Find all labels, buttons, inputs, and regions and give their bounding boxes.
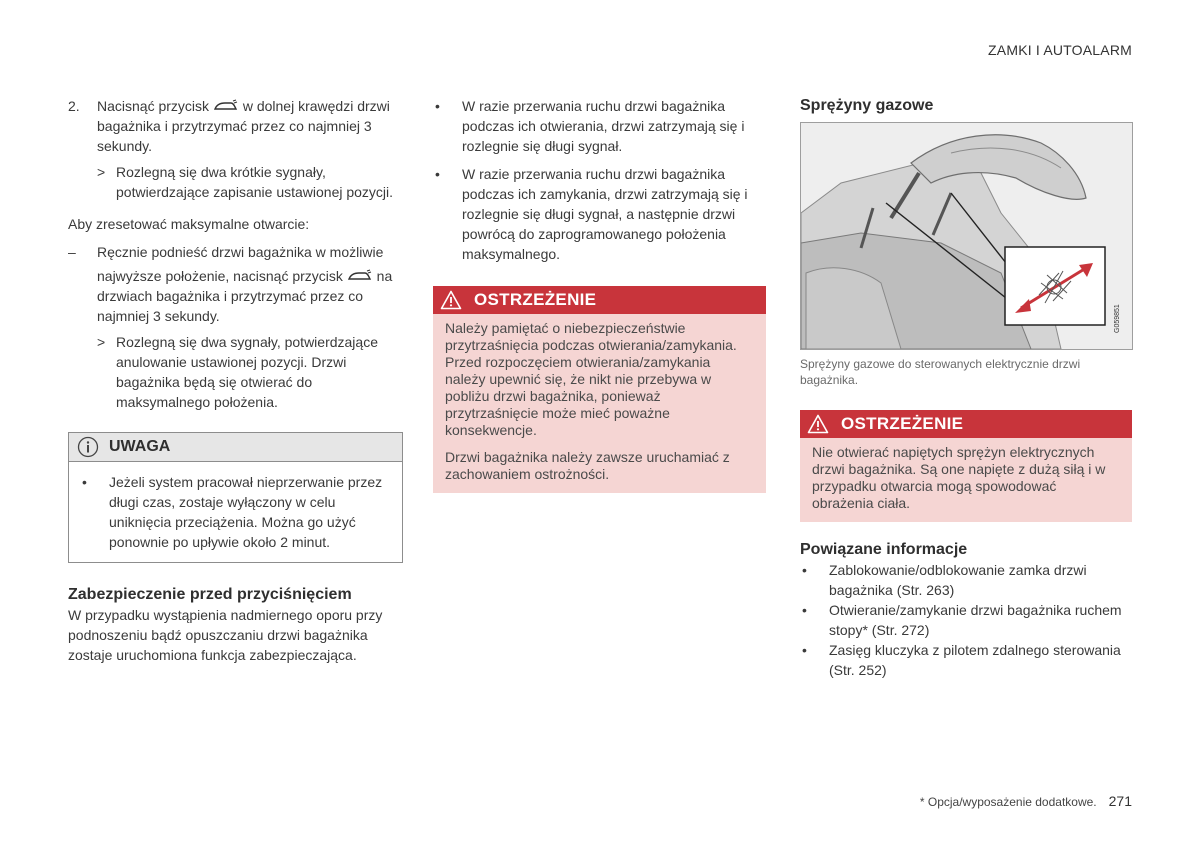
warning-triangle-icon	[440, 290, 462, 310]
related-link[interactable]	[800, 560, 1132, 600]
figure-code: G059851	[1114, 304, 1121, 333]
result-marker: >	[97, 334, 106, 350]
dash-marker: –	[68, 244, 76, 260]
list-item-text: W razie przerwania ruchu drzwi bagażnika podczas ich otwierania, drzwi zatrzymają się i rozlegnie się długi sygnał.	[462, 98, 745, 154]
tailgate-button-icon	[347, 269, 373, 283]
list-item	[433, 164, 766, 264]
footnote-text: * Opcja/wyposażenie dodatkowe.	[919, 795, 1097, 809]
tailgate-illustration	[801, 123, 1132, 349]
bullet-dot: •	[82, 474, 87, 490]
reset-text-b: na drzwiach bagażnika i przytrzymać przez co najmniej 3 sekundy.	[97, 268, 393, 324]
tailgate-button-icon	[213, 99, 239, 113]
warning-title: OSTRZEŻENIE	[474, 290, 597, 309]
bullet-dot: •	[802, 602, 807, 618]
note-body	[69, 462, 402, 562]
related-list	[800, 560, 1132, 680]
reset-text-a: najwyższe położenie, nacisnąć przycisk	[97, 268, 343, 284]
result-text: Rozlegną się dwa sygnały, potwierdzające anulowanie ustawionej pozycji. Drzwi bagażnika będą się otwierać do maksymalnego położenia.	[116, 334, 378, 410]
page-number: 271	[1108, 793, 1132, 809]
bullet-dot: •	[435, 166, 440, 182]
reset-result	[68, 332, 403, 412]
reset-line-1: Ręcznie podnieść drzwi bagażnika w możliwie	[97, 244, 384, 260]
result-text: Rozlegną się dwa krótkie sygnały, potwierdzające zapisanie ustawionej pozycji.	[116, 164, 394, 200]
related-link-text[interactable]: Otwieranie/zamykanie drzwi bagażnika ruchem stopy* (Str. 272)	[829, 602, 1122, 638]
pinch-heading: Zabezpieczenie przed przyciśnięciem	[68, 586, 352, 603]
page-footer	[920, 791, 1132, 812]
warning-body	[800, 438, 1132, 522]
gas-springs-heading: Sprężyny gazowe	[800, 97, 934, 114]
step-number: 2.	[68, 98, 80, 114]
related-link-text[interactable]: Zasięg kluczyka z pilotem zdalnego sterowania (Str. 252)	[829, 642, 1121, 678]
warning-paragraph: Należy pamiętać o niebezpieczeństwie przytrzaśnięcia podczas otwierania/zamykania. Przed rozpoczęciem otwierania/zamykania należy upewnić się, że nikt nie przebywa w pobliżu drzwi bagażnika, ponieważ przytrzaśnięcie może mieć poważne konsekwencje.	[445, 320, 737, 438]
step-text-a: Nacisnąć przycisk	[97, 98, 210, 114]
note-title: UWAGA	[109, 438, 171, 455]
note-bullet	[80, 472, 392, 552]
warning-paragraph: Drzwi bagażnika należy zawsze uruchamiać z zachowaniem ostrożności.	[445, 449, 730, 482]
step-2	[68, 96, 403, 156]
reset-step	[68, 242, 403, 326]
related-heading: Powiązane informacje	[800, 541, 968, 558]
reset-intro: Aby zresetować maksymalne otwarcie:	[68, 216, 310, 232]
warning-box	[800, 410, 1132, 522]
step-2-result	[68, 162, 403, 202]
column-left	[68, 96, 403, 665]
note-text: Jeżeli system pracował nieprzerwanie przez długi czas, zostaje wyłączony w celu uniknięcia przeciążenia. Można go użyć ponownie po upływie około 2 minut.	[109, 474, 383, 550]
related-link[interactable]	[800, 640, 1132, 680]
warning-box	[433, 286, 766, 493]
bullet-dot: •	[802, 562, 807, 578]
step-text-b: w dolnej krawędzi drzwi bagażnika i przytrzymać przez co najmniej 3 sekundy.	[97, 98, 390, 154]
result-marker: >	[97, 164, 106, 180]
warning-paragraph: Nie otwierać napiętych sprężyn elektrycznych drzwi bagażnika. Są one napięte z dużą siłą i w przypadku otwarcia mogą spowodować obrażenia ciała.	[812, 444, 1106, 511]
note-header	[69, 433, 402, 462]
section-title: ZAMKI I AUTOALARM	[988, 42, 1132, 58]
warning-body	[433, 314, 766, 493]
note-box	[68, 432, 403, 563]
gas-springs-illustration	[800, 122, 1133, 350]
figure-caption: Sprężyny gazowe do sterowanych elektrycznie drzwi bagażnika.	[800, 357, 1081, 387]
warning-title: OSTRZEŻENIE	[841, 414, 964, 433]
list-item	[433, 96, 766, 156]
reset-line-2	[97, 266, 403, 326]
warning-header	[433, 286, 766, 314]
warning-triangle-icon	[807, 414, 829, 434]
info-icon	[77, 436, 99, 458]
related-link-text[interactable]: Zablokowanie/odblokowanie zamka drzwi bagażnika (Str. 263)	[829, 562, 1087, 598]
list-item-text: W razie przerwania ruchu drzwi bagażnika podczas ich zamykania, drzwi zatrzymają się i rozlegnie się długi sygnał, a następnie drzwi powrócą do zaprogramowanego położenia maksymalnego.	[462, 166, 748, 262]
column-middle	[433, 96, 766, 493]
related-link[interactable]	[800, 600, 1132, 640]
warning-header	[800, 410, 1132, 438]
column-right	[800, 96, 1132, 680]
bullet-dot: •	[802, 642, 807, 658]
bullet-dot: •	[435, 98, 440, 114]
pinch-text: W przypadku wystąpienia nadmiernego oporu przy podnoszeniu bądź opuszczaniu drzwi bagażnika zostaje uruchomiona funkcja zabezpieczająca.	[68, 607, 383, 663]
